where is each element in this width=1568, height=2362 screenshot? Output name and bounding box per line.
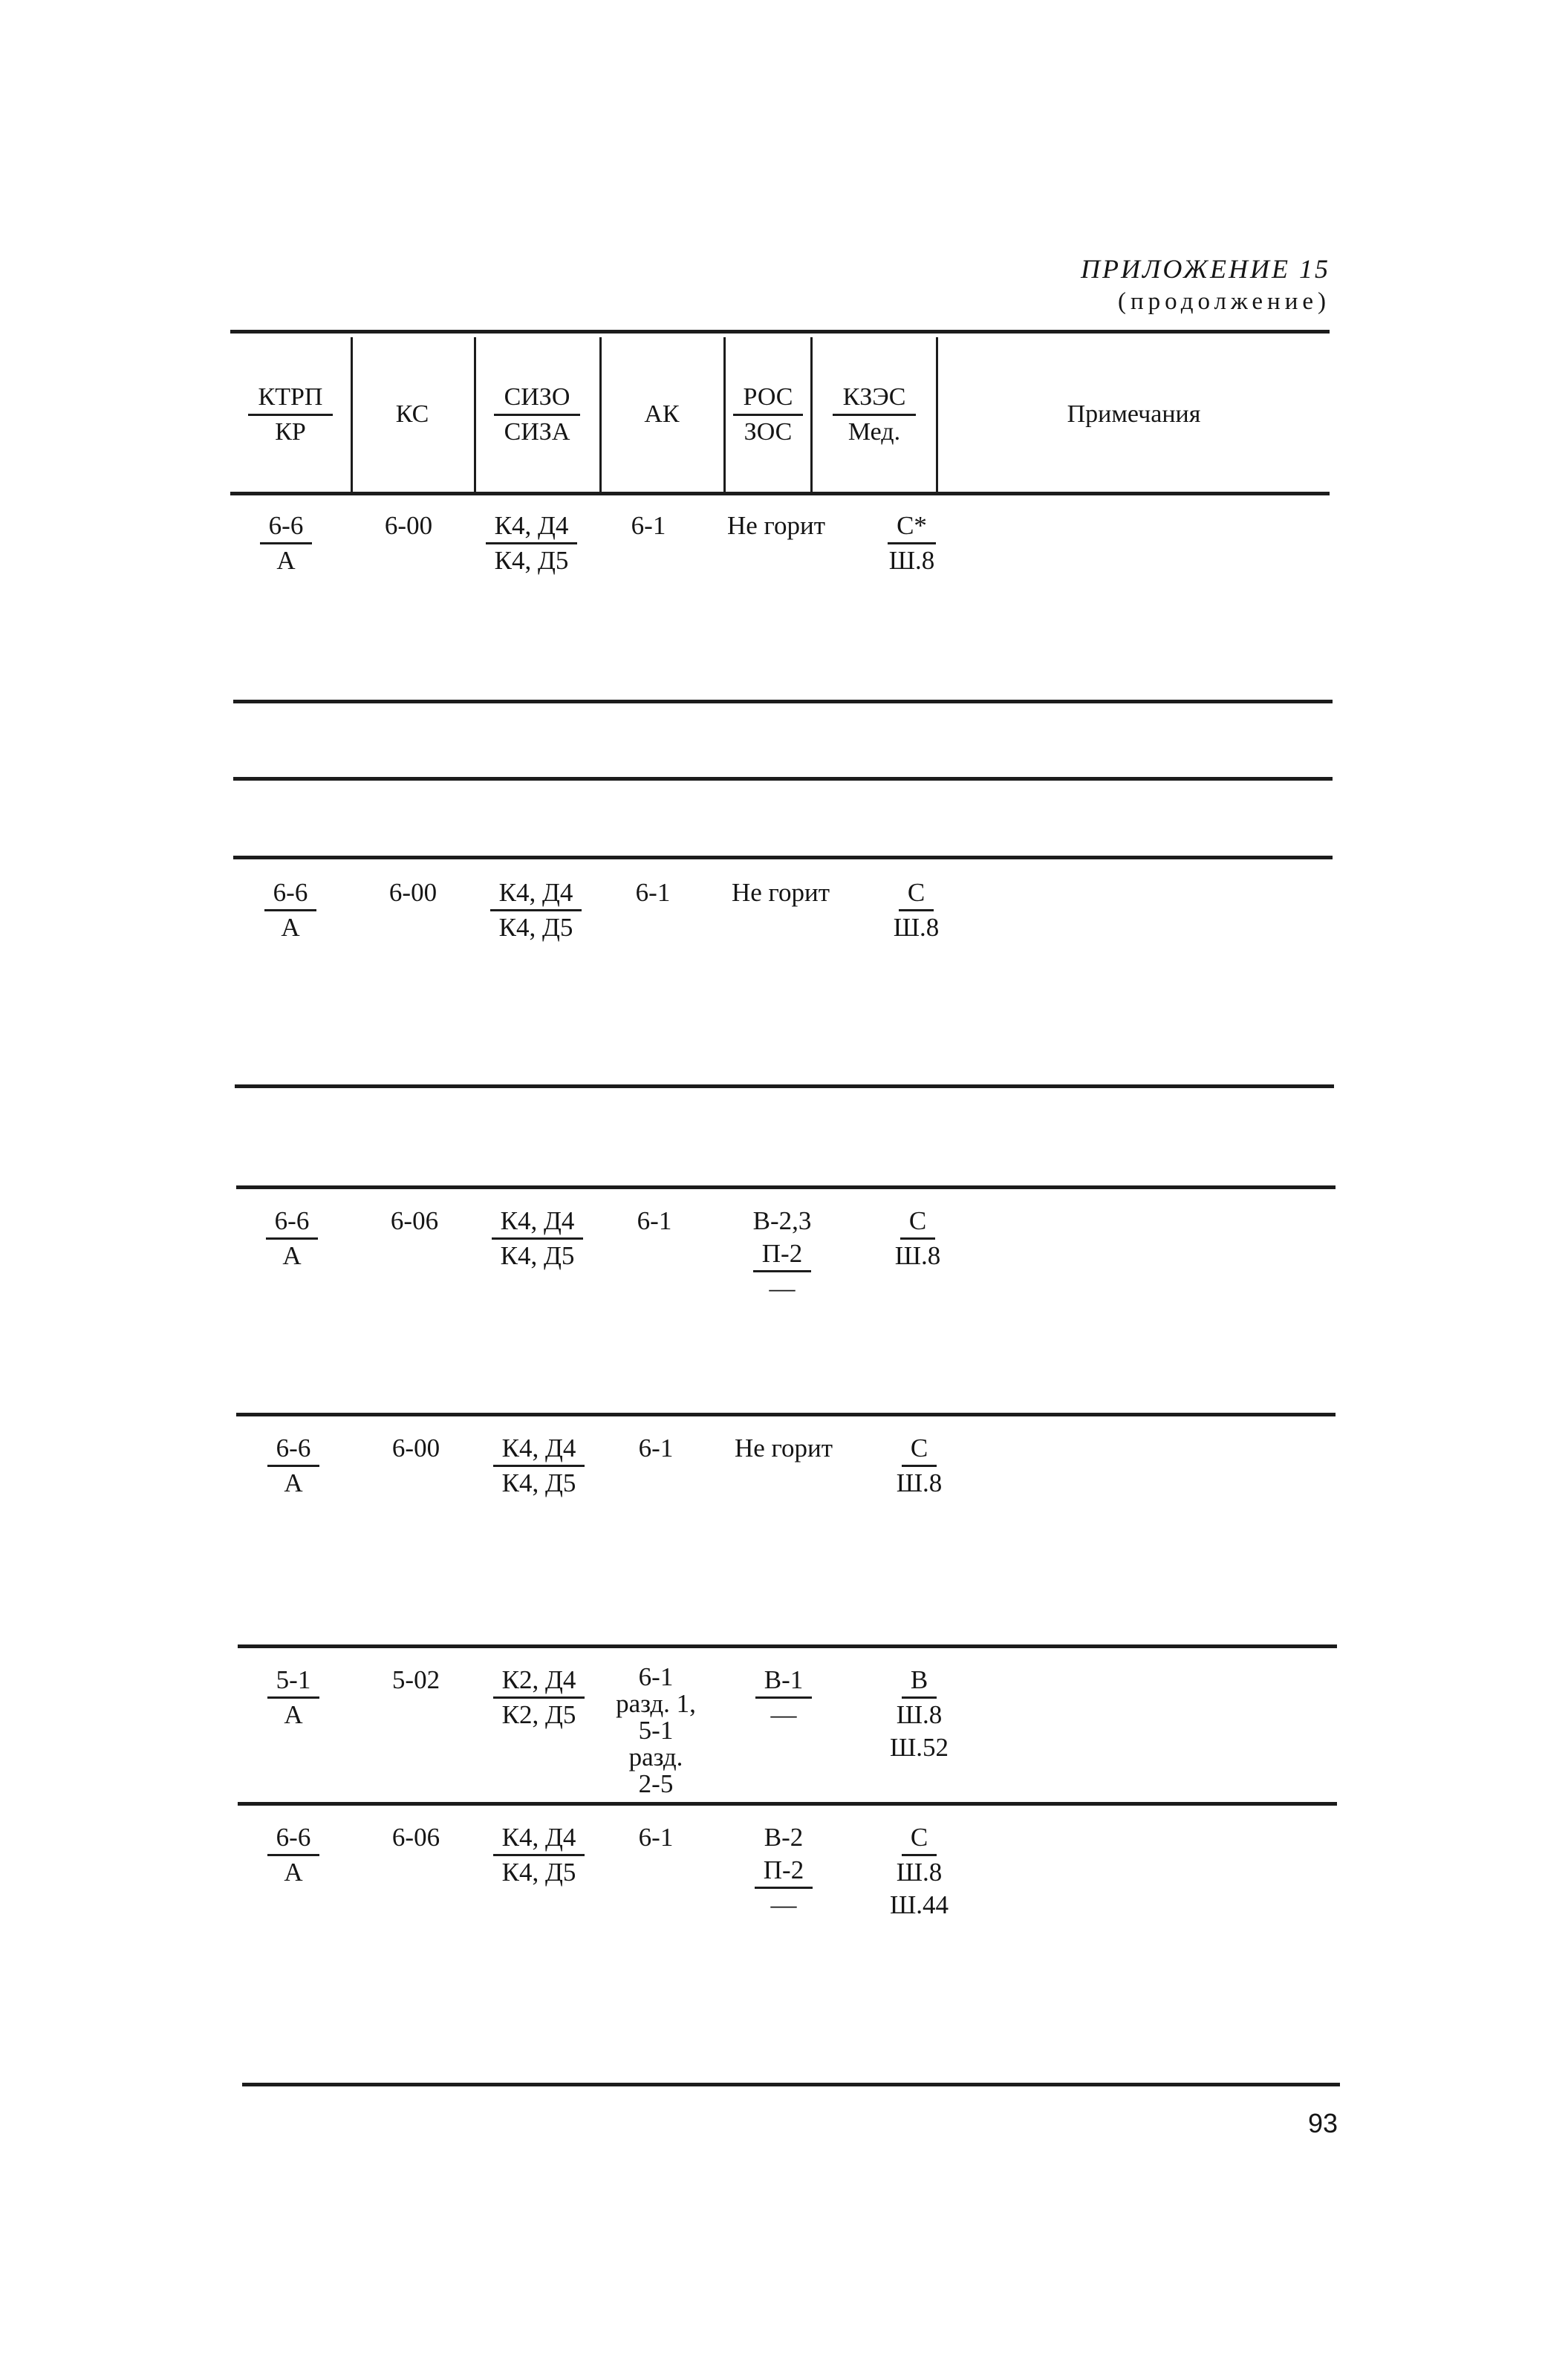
cell-ks: 6-06 bbox=[390, 1206, 439, 1235]
cell-sizo-siza: К4, Д4 К4, Д5 bbox=[472, 1205, 602, 1272]
header-kzes: КЗЭС Мед. bbox=[813, 337, 936, 492]
cell-kzes-med: С Ш.8 Ш.44 bbox=[889, 1823, 949, 1919]
cell-kzes-med: В Ш.8 Ш.52 bbox=[889, 1665, 949, 1762]
appendix-subtitle: (продолжение) bbox=[1118, 288, 1330, 315]
cell-ks: 6-06 bbox=[391, 1823, 440, 1852]
header-notes: Примечания bbox=[1067, 400, 1201, 428]
page-number: 93 bbox=[1307, 2108, 1338, 2138]
cell-sizo-siza: К4, Д4 К4, Д5 bbox=[466, 510, 596, 577]
cell-ktrp-kr: 6-6 А bbox=[230, 510, 342, 577]
row-rule bbox=[233, 777, 1333, 781]
cell-kzes-med: С Ш.8 bbox=[896, 1434, 943, 1497]
appendix-title: ПРИЛОЖЕНИЕ 15 bbox=[1081, 254, 1330, 284]
table-top-rule bbox=[230, 330, 1330, 334]
cell-ak: 6-1 bbox=[635, 878, 671, 907]
cell-kzes-med: С* Ш.8 bbox=[888, 511, 935, 575]
header-ktrp: КТРП КР bbox=[230, 337, 351, 492]
cell-ks: 6-00 bbox=[388, 878, 437, 907]
cell-ak: 6-1 bbox=[631, 511, 666, 540]
cell-sizo-siza: К4, Д4 К4, Д5 bbox=[471, 876, 601, 944]
cell-kzes-med: С Ш.8 bbox=[893, 878, 940, 942]
cell-ros-zos: Не горит bbox=[734, 1434, 833, 1463]
row-rule bbox=[233, 700, 1333, 703]
cell-ktrp-kr: 6-6 А bbox=[238, 1821, 349, 1889]
cell-ak: 6-1 разд. 1, 5-1 разд. 2-5 bbox=[616, 1662, 696, 1798]
cell-sizo-siza: К4, Д4 К4, Д5 bbox=[474, 1821, 604, 1889]
header-ks: КС bbox=[395, 400, 429, 428]
header-ros: РОС ЗОС bbox=[726, 337, 810, 492]
header-sizo: СИЗО СИЗА bbox=[476, 337, 598, 492]
row-rule bbox=[236, 1413, 1336, 1416]
cell-ktrp-kr: 5-1 А bbox=[238, 1664, 349, 1731]
cell-ak: 6-1 bbox=[637, 1206, 672, 1235]
table-bottom-rule bbox=[242, 2083, 1340, 2086]
cell-kzes-med: С Ш.8 bbox=[894, 1206, 941, 1270]
header-ak: АК bbox=[644, 400, 680, 428]
cell-ak: 6-1 bbox=[638, 1823, 674, 1852]
cell-ktrp-kr: 6-6 А bbox=[238, 1432, 349, 1500]
cell-ros-zos: В-2,3 П-2 — bbox=[752, 1206, 812, 1303]
row-rule bbox=[235, 1084, 1334, 1088]
cell-ktrp-kr: 6-6 А bbox=[235, 876, 346, 944]
cell-ak: 6-1 bbox=[638, 1434, 674, 1463]
cell-ks: 6-00 bbox=[384, 511, 433, 540]
cell-ros-zos: В-2 П-2 — bbox=[713, 1821, 854, 1922]
cell-ros-zos: Не горит bbox=[726, 511, 826, 540]
row-rule bbox=[238, 1802, 1337, 1806]
appendix-heading bbox=[1081, 253, 1330, 318]
row-rule bbox=[233, 856, 1333, 859]
row-rule bbox=[238, 1644, 1337, 1648]
row-rule bbox=[236, 1185, 1336, 1189]
cell-sizo-siza: К4, Д4 К4, Д5 bbox=[474, 1432, 604, 1500]
header-bottom-rule bbox=[230, 492, 1330, 495]
cell-ks: 5-02 bbox=[391, 1665, 440, 1694]
cell-sizo-siza: К2, Д4 К2, Д5 bbox=[474, 1664, 604, 1731]
table-header bbox=[230, 337, 1330, 492]
cell-ktrp-kr: 6-6 А bbox=[236, 1205, 348, 1272]
cell-ks: 6-00 bbox=[391, 1434, 440, 1463]
cell-ros-zos: Не горит bbox=[731, 878, 830, 907]
cell-ros-zos: В-1 — bbox=[713, 1664, 854, 1731]
